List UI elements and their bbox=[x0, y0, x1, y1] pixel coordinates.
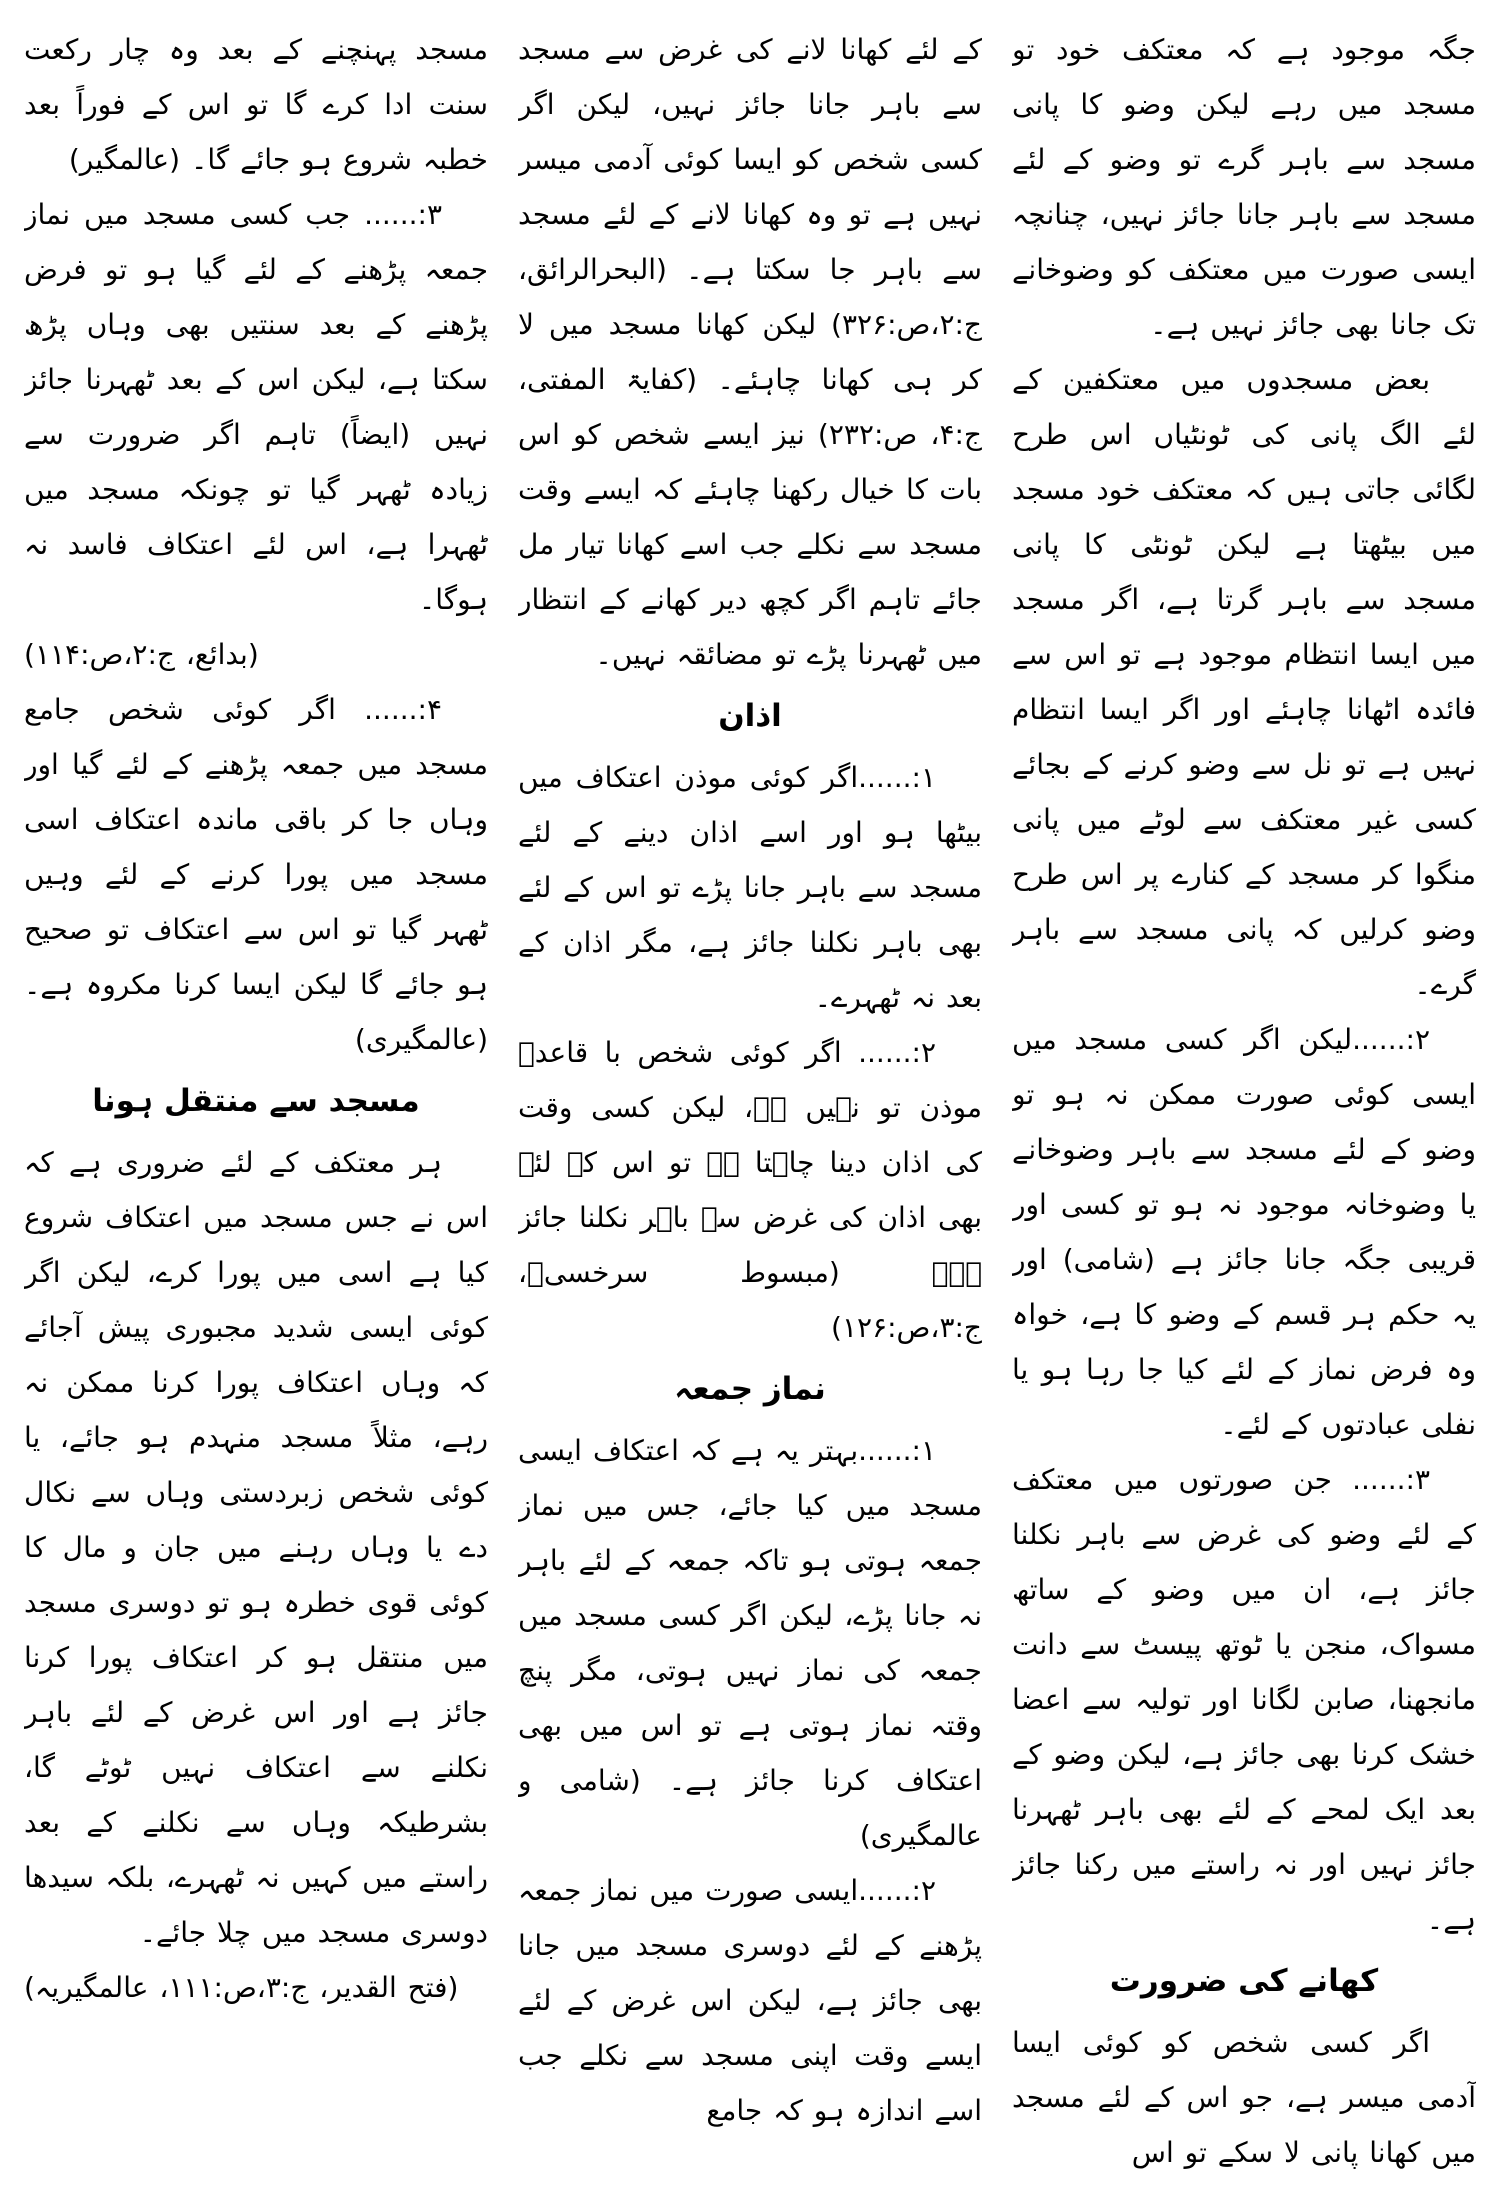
paragraph: ۳:...... جب کسی مسجد میں نماز جمعہ پڑھنے کے لئے گیا ہو تو فرض پڑھنے کے بعد سنتیں بھی وہاں پڑھ سکتا ہے، لیکن اس کے بعد ٹھہرنا جائز نہیں (ایضاً) تاہم اگر ضرورت سے زیادہ ٹھہر گیا تو چونکہ مسجد میں ٹھہرا ہے، اس لئے اعتکاف فاسد نہ ہوگا۔ bbox=[24, 198, 488, 616]
paragraph: اگر کسی شخص کو کوئی ایسا آدمی میسر ہے، جو اس کے لئے مسجد میں کھانا پانی لا سکے تو اس bbox=[1012, 2026, 1476, 2169]
text-columns bbox=[24, 22, 1476, 2178]
paragraph: ۲:......ایسی صورت میں نماز جمعہ پڑھنے کے لئے دوسری مسجد میں جانا بھی جائز ہے، لیکن اس غرض کے لئے ایسے وقت اپنی مسجد سے نکلے جب اسے اندازہ ہو کہ جامع bbox=[518, 1874, 982, 2127]
section-heading: نماز جمعہ bbox=[674, 1371, 826, 1407]
paragraph: بعض مسجدوں میں معتکفین کے لئے الگ پانی کی ٹونٹیاں اس طرح لگائی جاتی ہیں کہ معتکف خود مسجد میں بیٹھتا ہے لیکن ٹونٹی کا پانی مسجد سے باہر گرتا ہے، اگر مسجد میں ایسا انتظام موجود ہے تو اس سے فائدہ اٹھانا چاہئے اور اگر ایسا انتظام نہیں ہے تو نل سے وضو کرنے کے بجائے کسی غیر معتکف سے لوٹے میں پانی منگوا کر مسجد کے کنارے پر اس طرح وضو کرلیں کہ پانی مسجد سے باہر گرے۔ bbox=[1012, 363, 1476, 1001]
paragraph: ۲:...... اگر کوئی شخص با قاعدہ موذن تو نہیں ہے، لیکن کسی وقت کی اذان دینا چاہتا ہے تو اس کے لئے بھی اذان کی غرض سے باہر نکلنا جائز ہے۔ (مبسوط سرخسیؒ، ج:۳،ص:۱۲۶) bbox=[518, 1036, 982, 1344]
paragraph: ۱:......اگر کوئی موذن اعتکاف میں بیٹھا ہو اور اسے اذان دینے کے لئے مسجد سے باہر جانا پڑے تو اس کے لئے بھی باہر نکلنا جائز ہے، مگر اذان کے بعد نہ ٹھہرے۔ bbox=[518, 761, 982, 1014]
paragraph: کے لئے کھانا لانے کی غرض سے مسجد سے باہر جانا جائز نہیں، لیکن اگر کسی شخص کو ایسا کوئی آدمی میسر نہیں ہے تو وہ کھانا لانے کے لئے مسجد سے باہر جا سکتا ہے۔ (البحرالرائق، ج:۲،ص:۳۲۶) لیکن کھانا مسجد میں لا کر ہی کھانا چاہئے۔ (کفایۃ المفتی، ج:۴، ص:۲۳۲) نیز ایسے شخص کو اس بات کا خیال رکھنا چاہئے کہ ایسے وقت مسجد سے نکلے جب اسے کھانا تیار مل جائے تاہم اگر کچھ دیر کھانے کے انتظار میں ٹھہرنا پڑے تو مضائقہ نہیں۔ bbox=[518, 33, 982, 671]
citation-line: (بدائع، ج:۲،ص:۱۱۴) bbox=[24, 638, 259, 671]
section-heading: کھانے کی ضرورت bbox=[1109, 1963, 1379, 1999]
section-heading: مسجد سے منتقل ہونا bbox=[92, 1083, 420, 1119]
section-heading: اذان bbox=[718, 698, 782, 734]
paragraph: ۱:......بہتر یہ ہے کہ اعتکاف ایسی مسجد میں کیا جائے، جس میں نماز جمعہ ہوتی ہو تاکہ جمعہ کے لئے باہر نہ جانا پڑے، لیکن اگر کسی مسجد میں جمعہ کی نماز نہیں ہوتی، مگر پنچ وقتہ نماز ہوتی ہے تو اس میں بھی اعتکاف کرنا جائز ہے۔ (شامی و عالمگیری) bbox=[518, 1434, 982, 1852]
paragraph: جگہ موجود ہے کہ معتکف خود تو مسجد میں رہے لیکن وضو کا پانی مسجد سے باہر گرے تو وضو کے لئے مسجد سے باہر جانا جائز نہیں، چنانچہ ایسی صورت میں معتکف کو وضوخانے تک جانا بھی جائز نہیں ہے۔ bbox=[1012, 33, 1476, 341]
text-column-right bbox=[1012, 22, 1476, 2178]
paragraph: ۳:...... جن صورتوں میں معتکف کے لئے وضو کی غرض سے باہر نکلنا جائز ہے، ان میں وضو کے ساتھ مسواک، منجن یا ٹوتھ پیسٹ سے دانت مانجھنا، صابن لگانا اور تولیہ سے اعضا خشک کرنا بھی جائز ہے، لیکن وضو کے بعد ایک لمحے کے لئے بھی باہر ٹھہرنا جائز نہیں اور نہ راستے میں رکنا جائز ہے۔ bbox=[1012, 1463, 1476, 1936]
citation-line: (فتح القدیر، ج:۳،ص:۱۱۱، عالمگیریہ) bbox=[24, 1971, 459, 2004]
text-column-left bbox=[24, 22, 488, 2178]
paragraph: ۴:...... اگر کوئی شخص جامع مسجد میں جمعہ پڑھنے کے لئے گیا اور وہاں جا کر باقی ماندہ اعتکاف اسی مسجد میں پورا کرنے کے لئے وہیں ٹھہر گیا تو اس سے اعتکاف تو صحیح ہو جائے گا لیکن ایسا کرنا مکروہ ہے۔ (عالمگیری) bbox=[24, 693, 488, 1056]
paragraph: مسجد پہنچنے کے بعد وہ چار رکعت سنت ادا کرے گا تو اس کے فوراً بعد خطبہ شروع ہو جائے گا۔ (عالمگیر) bbox=[24, 33, 488, 176]
paragraph: ہر معتکف کے لئے ضروری ہے کہ اس نے جس مسجد میں اعتکاف شروع کیا ہے اسی میں پورا کرے، لیکن اگر کوئی ایسی شدید مجبوری پیش آجائے کہ وہاں اعتکاف پورا کرنا ممکن نہ رہے، مثلاً مسجد منہدم ہو جائے، یا کوئی شخص زبردستی وہاں سے نکال دے یا وہاں رہنے میں جان و مال کا کوئی قوی خطرہ ہو تو دوسری مسجد میں منتقل ہو کر اعتکاف پورا کرنا جائز ہے اور اس غرض کے لئے باہر نکلنے سے اعتکاف نہیں ٹوٹے گا، بشرطیکہ وہاں سے نکلنے کے بعد راستے میں کہیں نہ ٹھہرے، بلکہ سیدھا دوسری مسجد میں چلا جائے۔ bbox=[24, 1146, 488, 1949]
paragraph: ۲:......لیکن اگر کسی مسجد میں ایسی کوئی صورت ممکن نہ ہو تو وضو کے لئے مسجد سے باہر وضوخانے یا وضوخانہ موجود نہ ہو تو کسی اور قریبی جگہ جانا جائز ہے (شامی) اور یہ حکم ہر قسم کے وضو کا ہے، خواہ وہ فرض نماز کے لئے کیا جا رہا ہو یا نفلی عبادتوں کے لئے۔ bbox=[1012, 1023, 1476, 1441]
text-column-middle bbox=[518, 22, 982, 2178]
